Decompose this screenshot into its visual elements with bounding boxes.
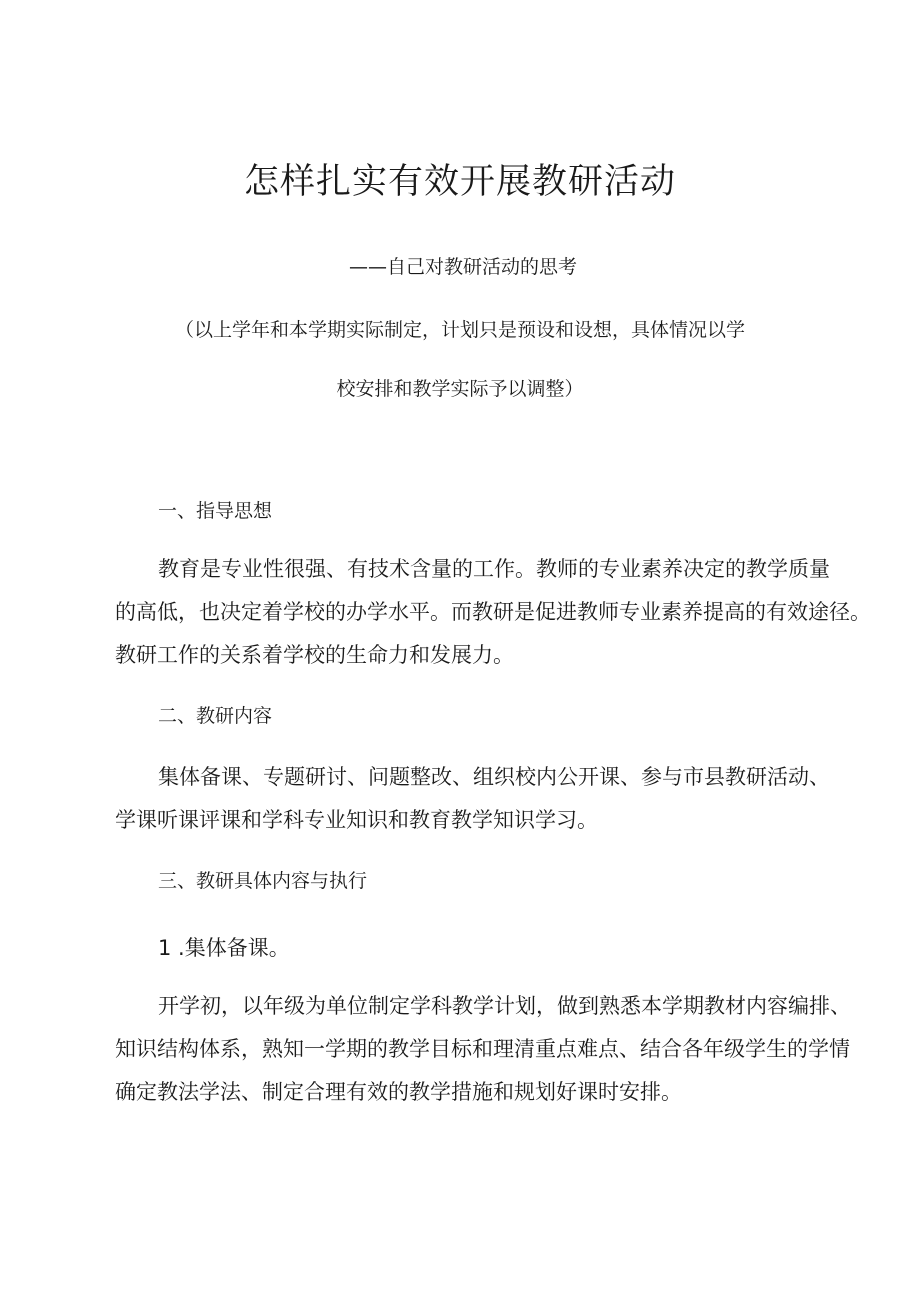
section-2-paragraph-line: 学课听课评课和学科专业知识和教育教学知识学习。 bbox=[115, 808, 598, 832]
item-1-paragraph-line: 知识结构体系，熟知一学期的教学目标和理清重点难点、结合各年级学生的学情 bbox=[115, 1037, 850, 1061]
section-1-heading: 一、指导思想 bbox=[158, 500, 273, 522]
section-1-paragraph-line: 教育是专业性很强、有技术含量的工作。教师的专业素养决定的教学质量 bbox=[158, 557, 830, 581]
section-2-paragraph-line: 集体备课、专题研讨、问题整改、组织校内公开课、参与市县教研活动、 bbox=[158, 765, 830, 789]
section-1-paragraph-line: 教研工作的关系着学校的生命力和发展力。 bbox=[115, 643, 514, 667]
section-1-paragraph-line: 的高低，也决定着学校的办学水平。而教研是促进教师专业素养提高的有效途径。 bbox=[115, 600, 871, 624]
document-title: 怎样扎实有效开展教研活动 bbox=[243, 162, 676, 202]
section-3-heading: 三、教研具体内容与执行 bbox=[158, 870, 368, 892]
note-line-1: （以上学年和本学期实际制定，计划只是预设和设想，具体情况以学 bbox=[174, 319, 745, 341]
note-line-2: 校安排和教学实际予以调整） bbox=[336, 378, 584, 400]
item-1-paragraph-line: 确定教法学法、制定合理有效的教学措施和规划好课时安排。 bbox=[115, 1080, 682, 1104]
item-1-paragraph-line: 开学初，以年级为单位制定学科教学计划，做到熟悉本学期教材内容编排、 bbox=[158, 994, 851, 1018]
section-2-heading: 二、教研内容 bbox=[158, 705, 273, 727]
item-1-heading: 1 .集体备课。 bbox=[158, 936, 290, 960]
document-subtitle: ——自己对教研活动的思考 bbox=[348, 256, 577, 278]
